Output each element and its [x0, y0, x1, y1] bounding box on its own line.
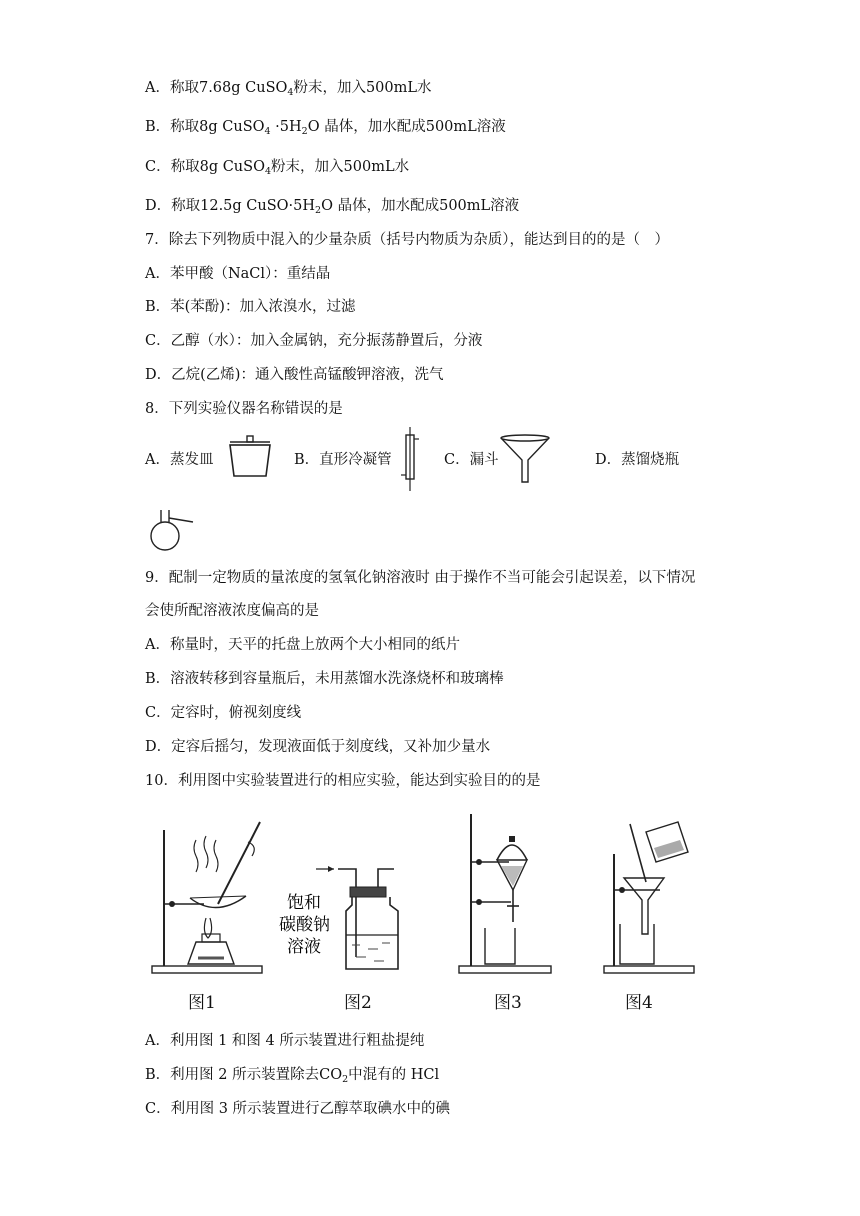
q7-stem: 7．除去下列物质中混入的少量杂质（括号内物质为杂质），能达到目的的是（ ） [145, 232, 669, 248]
figure-4-caption: 图4 [625, 993, 653, 1013]
distilling-flask-icon [145, 506, 197, 552]
q8-option-b: B．直形冷凝管 [294, 452, 392, 468]
condenser-icon [398, 425, 422, 493]
figure-3-separatory-funnel [455, 810, 555, 978]
q10-option-c: C．利用图 3 所示装置进行乙醇萃取碘水中的碘 [145, 1101, 451, 1117]
q9-option-c: C．定容时，俯视刻度线 [145, 705, 302, 721]
svg-text:碳酸钠: 碳酸钠 [279, 915, 330, 935]
q6-option-c: C．称取8g CuSO$_4$粉末，加入500mL水 [145, 159, 410, 177]
q7-option-c: C．乙醇（水）：加入金属钠，充分振荡静置后，分液 [145, 333, 483, 349]
q8-option-a: A．蒸发皿 [145, 452, 214, 468]
q6-option-d: D．称取12.5g $CuSO\cdot 5H_2O$ 晶体，加水配成500mL溶液 [145, 198, 520, 216]
svg-text:饱和: 饱和 [287, 893, 321, 913]
q8-stem: 8．下列实验仪器名称错误的是 [145, 401, 343, 417]
q7-option-a: A．苯甲酸（NaCl）：重结晶 [145, 266, 331, 282]
q6-option-a: A．称取7.68g CuSO$_4$粉末，加入500mL水 [145, 80, 432, 98]
q8-option-c: C．漏斗 [444, 452, 499, 468]
funnel-icon [498, 432, 552, 484]
evaporating-dish-icon [224, 432, 276, 482]
q9-option-d: D．定容后摇匀，发现液面低于刻度线，又补加少量水 [145, 739, 491, 755]
figure-4-filtration [600, 818, 700, 978]
figure-2-solution-label [275, 890, 335, 960]
q7-option-d: D．乙烷(乙烯)：通入酸性高锰酸钾溶液，洗气 [145, 367, 444, 383]
q9-stem-line1: 9．配制一定物质的量浓度的氢氧化钠溶液时 由于操作不当可能会引起误差，以下情况 [145, 570, 696, 586]
q10-option-b: B．利用图 2 所示装置除去$CO_2$中混有的 HCl [145, 1067, 440, 1085]
q9-option-a: A．称量时，天平的托盘上放两个大小相同的纸片 [145, 637, 460, 653]
q10-option-a: A．利用图 1 和图 4 所示装置进行粗盐提纯 [145, 1033, 425, 1049]
q7-option-b: B．苯(苯酚)：加入浓溴水，过滤 [145, 299, 356, 315]
q9-option-b: B．溶液转移到容量瓶后，未用蒸馏水洗涤烧杯和玻璃棒 [145, 671, 504, 687]
figure-1-caption: 图1 [188, 993, 216, 1013]
q10-stem: 10．利用图中实验装置进行的相应实验，能达到实验目的的是 [145, 773, 541, 789]
q6-option-b: B．称取8g CuSO$_4$ $\cdot 5H_2O$ 晶体，加水配成500mL溶液 [145, 119, 506, 137]
svg-text:溶液: 溶液 [287, 937, 321, 957]
q8-option-d: D．蒸馏烧瓶 [595, 452, 680, 468]
figure-3-caption: 图3 [494, 993, 522, 1013]
figure-2-caption: 图2 [344, 993, 372, 1013]
q9-stem-line2: 会使所配溶液浓度偏高的是 [145, 603, 319, 619]
figure-1-evaporation-diagram [148, 818, 268, 978]
